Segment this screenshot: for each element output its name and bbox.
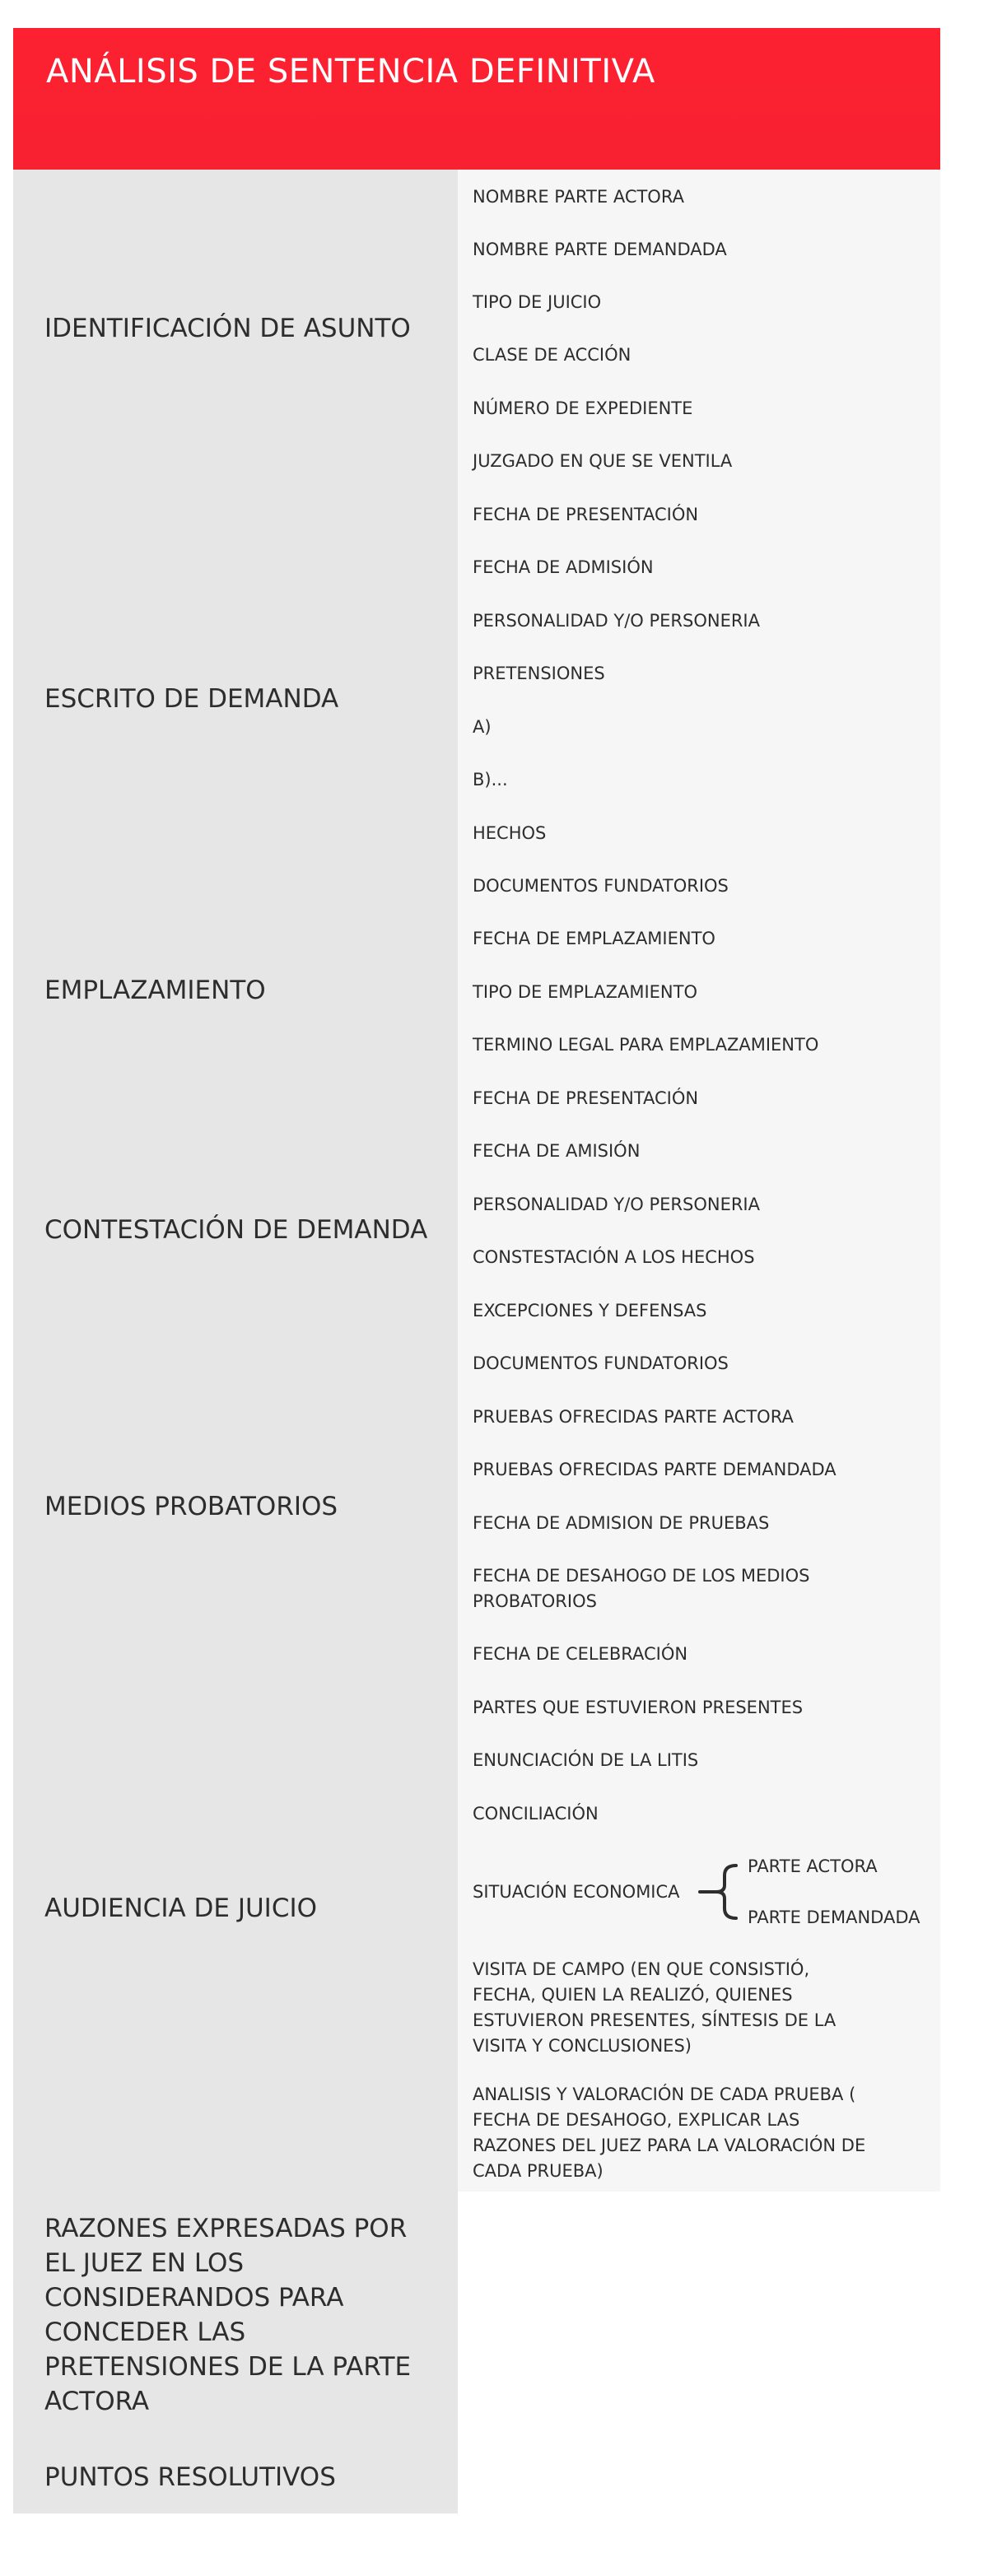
sub-item-parte-actora: PARTE ACTORA — [748, 1856, 878, 1876]
category-panel — [13, 170, 458, 2513]
item-pretensiones: PRETENSIONES — [473, 664, 605, 683]
item-fecha-admision: FECHA DE ADMISIÓN — [473, 557, 654, 577]
item-partes-presentes: PARTES QUE ESTUVIERON PRESENTES — [473, 1698, 804, 1717]
item-termino-legal: TERMINO LEGAL PARA EMPLAZAMIENTO — [473, 1035, 819, 1055]
item-fecha-emplazamiento: FECHA DE EMPLAZAMIENTO — [473, 929, 715, 948]
item-fecha-desahogo: FECHA DE DESAHOGO DE LOS MEDIOS PROBATORIOS — [473, 1566, 810, 1611]
item-contestacion-hechos: CONSTESTACIÓN A LOS HECHOS — [473, 1247, 755, 1267]
item-fecha-amision: FECHA DE AMISIÓN — [473, 1141, 641, 1161]
category-contestacion: CONTESTACIÓN DE DEMANDA — [44, 1215, 428, 1245]
category-identificacion: IDENTIFICACIÓN DE ASUNTO — [44, 314, 411, 343]
category-razones: RAZONES EXPRESADAS POR EL JUEZ EN LOS CONSIDERANDOS PARA CONCEDER LAS PRETENSIONES DE LA PARTE ACTORA — [44, 2214, 412, 2416]
item-numero-expediente: NÚMERO DE EXPEDIENTE — [473, 398, 693, 418]
item-conciliacion: CONCILIACIÓN — [473, 1804, 599, 1824]
item-tipo-juicio: TIPO DE JUICIO — [473, 292, 602, 312]
item-visita-campo: VISITA DE CAMPO (EN QUE CONSISTIÓ, FECHA, QUIEN LA REALIZÓ, QUIENES ESTUVIERON PRESENTES, SÍNTESIS DE LA VISITA Y CONCLUSIONES) — [473, 1959, 837, 2056]
item-hechos: HECHOS — [473, 823, 547, 843]
title-banner — [13, 28, 940, 170]
item-pruebas-actora: PRUEBAS OFRECIDAS PARTE ACTORA — [473, 1407, 794, 1427]
item-personalidad-2: PERSONALIDAD Y/O PERSONERIA — [473, 1195, 760, 1214]
category-emplazamiento: EMPLAZAMIENTO — [44, 976, 266, 1005]
item-b: B)... — [473, 770, 508, 790]
item-a: A) — [473, 717, 492, 737]
category-puntos-resolutivos: PUNTOS RESOLUTIVOS — [44, 2462, 336, 2492]
category-escrito-demanda: ESCRITO DE DEMANDA — [44, 684, 339, 714]
item-fecha-admision-pruebas: FECHA DE ADMISION DE PRUEBAS — [473, 1513, 770, 1533]
item-nombre-actora: NOMBRE PARTE ACTORA — [473, 187, 684, 207]
item-excepciones: EXCEPCIONES Y DEFENSAS — [473, 1301, 707, 1321]
item-documentos-fundatorios: DOCUMENTOS FUNDATORIOS — [473, 876, 729, 896]
category-audiencia: AUDIENCIA DE JUICIO — [44, 1894, 318, 1923]
item-pruebas-demandada: PRUEBAS OFRECIDAS PARTE DEMANDADA — [473, 1460, 837, 1479]
item-analisis-valoracion: ANALISIS Y VALORACIÓN DE CADA PRUEBA ( FECHA DE DESAHOGO, EXPLICAR LAS RAZONES DEL JUEZ PARA LA VALORACIÓN DE CADA PRUEBA) — [473, 2085, 866, 2181]
item-enunciacion-litis: ENUNCIACIÓN DE LA LITIS — [473, 1750, 699, 1770]
map-title: ANÁLISIS DE SENTENCIA DEFINITIVA — [46, 53, 655, 91]
item-documentos-fundatorios-2: DOCUMENTOS FUNDATORIOS — [473, 1353, 729, 1373]
item-fecha-presentacion-2: FECHA DE PRESENTACIÓN — [473, 1088, 699, 1108]
brace-connector — [697, 1862, 743, 1922]
item-tipo-emplazamiento: TIPO DE EMPLAZAMIENTO — [473, 982, 697, 1002]
item-nombre-demandada: NOMBRE PARTE DEMANDADA — [473, 240, 727, 259]
item-juzgado: JUZGADO EN QUE SE VENTILA — [473, 451, 733, 471]
item-clase-accion: CLASE DE ACCIÓN — [473, 345, 631, 365]
item-fecha-celebracion: FECHA DE CELEBRACIÓN — [473, 1644, 688, 1664]
item-situacion-economica: SITUACIÓN ECONOMICA — [473, 1882, 680, 1902]
category-medios-probatorios: MEDIOS PROBATORIOS — [44, 1492, 338, 1521]
item-personalidad: PERSONALIDAD Y/O PERSONERIA — [473, 611, 760, 631]
item-fecha-presentacion: FECHA DE PRESENTACIÓN — [473, 505, 699, 524]
sub-item-parte-demandada: PARTE DEMANDADA — [748, 1908, 920, 1927]
